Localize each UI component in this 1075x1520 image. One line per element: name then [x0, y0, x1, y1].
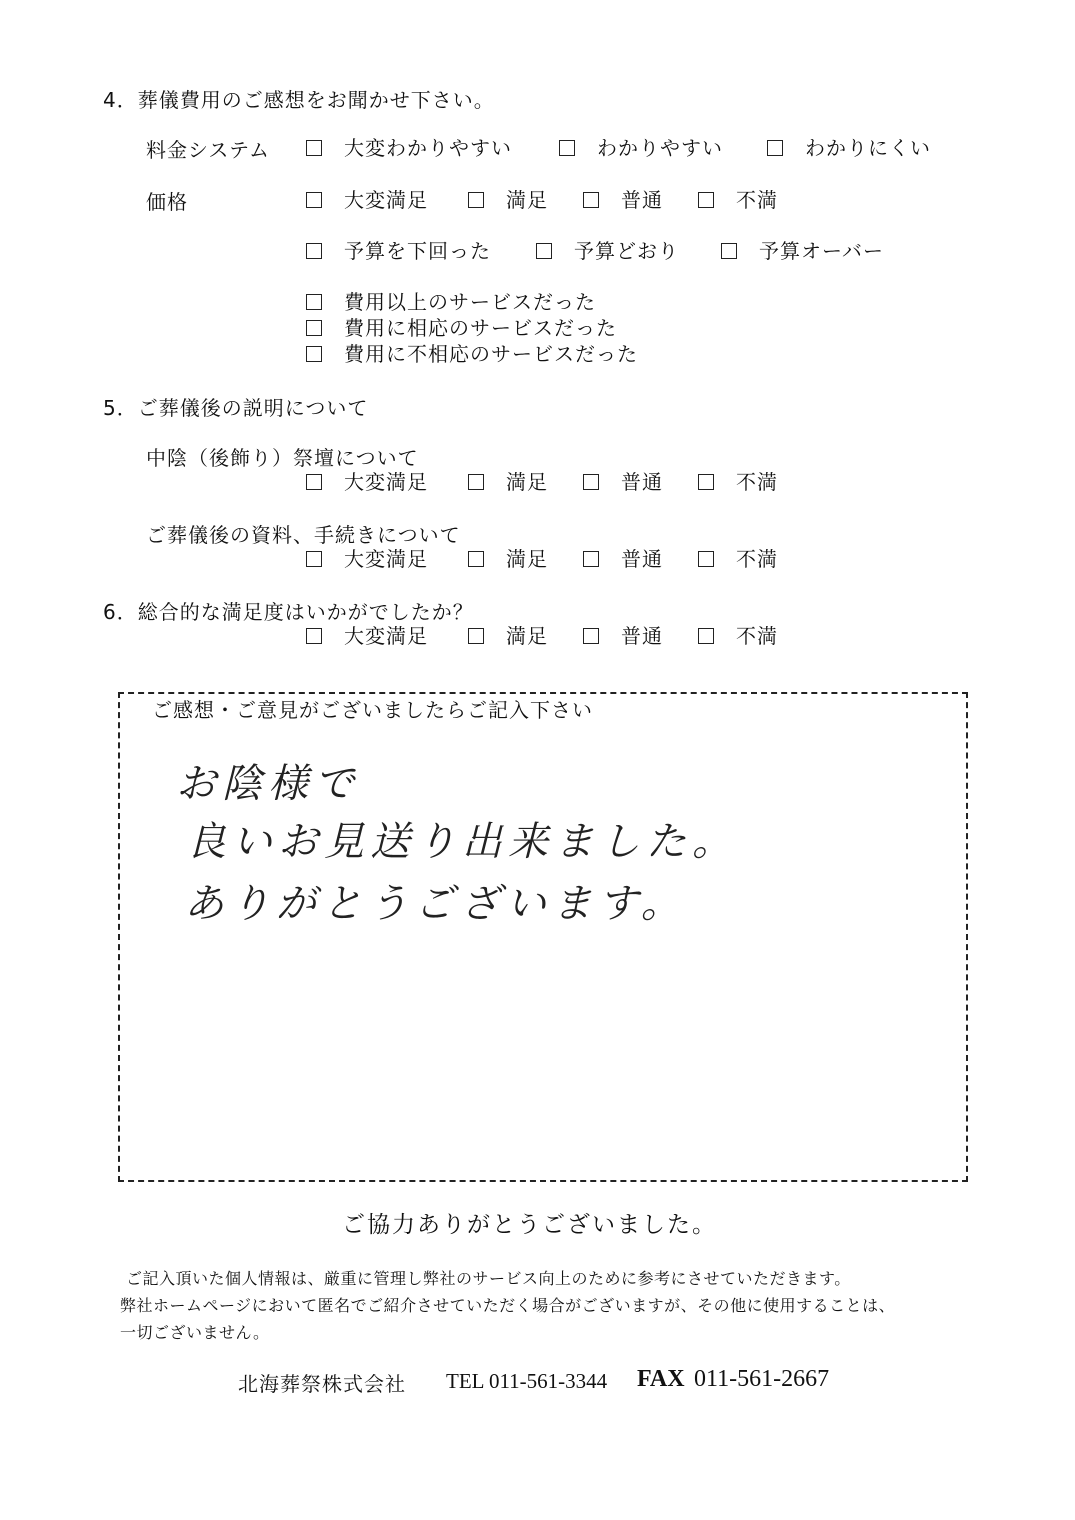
q6-title: 6．総合的な満足度はいかがでしたか？: [103, 600, 474, 624]
thanks-message: ご協力ありがとうございました。: [342, 1212, 717, 1238]
checkbox[interactable]: [468, 551, 484, 567]
q5-title: 5．ご葬儀後の説明について: [103, 396, 369, 420]
budget-option-on[interactable]: 予算どおり: [536, 235, 679, 264]
altar-option-dissatisfied[interactable]: 不満: [698, 466, 778, 495]
value-option-matching[interactable]: 費用に相応のサービスだった: [306, 312, 638, 338]
tel-number: TEL 011-561-3344: [446, 1369, 608, 1393]
budget-option-under[interactable]: 予算を下回った: [306, 235, 491, 264]
privacy-line-1: ご記入頂いた個人情報は、厳重に管理し弊社のサービス向上のために参考にさせていただきます。: [126, 1269, 851, 1288]
value-option-not-matching[interactable]: 費用に不相応のサービスだった: [306, 338, 638, 364]
price-option-dissatisfied[interactable]: 不満: [698, 184, 778, 213]
pricing-option-unclear[interactable]: わかりにくい: [767, 132, 931, 161]
value-option-above[interactable]: 費用以上のサービスだった: [306, 286, 638, 312]
overall-option-dissatisfied[interactable]: 不満: [698, 620, 778, 649]
checkbox[interactable]: [306, 628, 322, 644]
altar-option-satisfied[interactable]: 満足: [468, 466, 548, 495]
checkbox[interactable]: [767, 140, 783, 156]
documents-label: ご葬儀後の資料、手続きについて: [146, 523, 461, 547]
pricing-system-label: 料金システム: [146, 138, 270, 162]
checkbox[interactable]: [306, 294, 322, 310]
altar-option-very-satisfied[interactable]: 大変満足: [306, 466, 428, 495]
overall-option-very-satisfied[interactable]: 大変満足: [306, 620, 428, 649]
checkbox[interactable]: [306, 243, 322, 259]
checkbox[interactable]: [698, 474, 714, 490]
handwritten-line-1: お陰様で: [176, 761, 360, 807]
checkbox[interactable]: [468, 628, 484, 644]
checkbox[interactable]: [536, 243, 552, 259]
checkbox[interactable]: [698, 192, 714, 208]
overall-option-normal[interactable]: 普通: [583, 620, 663, 649]
price-label: 価格: [146, 190, 188, 214]
budget-option-over[interactable]: 予算オーバー: [721, 235, 884, 264]
company-name: 北海葬祭株式会社: [238, 1372, 406, 1396]
altar-option-normal[interactable]: 普通: [583, 466, 663, 495]
price-option-very-satisfied[interactable]: 大変満足: [306, 184, 428, 213]
checkbox[interactable]: [306, 474, 322, 490]
checkbox[interactable]: [721, 243, 737, 259]
privacy-line-3: 一切ございません。: [120, 1323, 270, 1342]
price-option-satisfied[interactable]: 満足: [468, 184, 548, 213]
pricing-option-very-clear[interactable]: 大変わかりやすい: [306, 132, 512, 161]
documents-option-satisfied[interactable]: 満足: [468, 543, 548, 572]
checkbox[interactable]: [306, 140, 322, 156]
checkbox[interactable]: [583, 628, 599, 644]
value-options: [306, 286, 638, 364]
fax-label: FAX: [637, 1366, 685, 1392]
handwritten-line-3: ありがとうございます。: [184, 881, 687, 927]
documents-option-dissatisfied[interactable]: 不満: [698, 543, 778, 572]
checkbox[interactable]: [306, 551, 322, 567]
q4-title: 4．葬儀費用のご感想をお聞かせ下さい。: [103, 88, 495, 112]
handwritten-line-2: 良いお見送り出来ました。: [186, 819, 738, 865]
privacy-line-2: 弊社ホームページにおいて匿名でご紹介させていただく場合がございますが、その他に使用することは、: [120, 1296, 896, 1315]
checkbox[interactable]: [306, 346, 322, 362]
checkbox[interactable]: [468, 192, 484, 208]
comment-box-title: ご感想・ご意見がございましたらご記入下さい: [148, 694, 597, 723]
checkbox[interactable]: [583, 551, 599, 567]
checkbox[interactable]: [583, 192, 599, 208]
checkbox[interactable]: [306, 320, 322, 336]
checkbox[interactable]: [468, 474, 484, 490]
pricing-option-clear[interactable]: わかりやすい: [559, 132, 723, 161]
checkbox[interactable]: [559, 140, 575, 156]
overall-option-satisfied[interactable]: 満足: [468, 620, 548, 649]
checkbox[interactable]: [698, 628, 714, 644]
checkbox[interactable]: [698, 551, 714, 567]
altar-label: 中陰（後飾り）祭壇について: [146, 446, 419, 470]
documents-option-normal[interactable]: 普通: [583, 543, 663, 572]
checkbox[interactable]: [583, 474, 599, 490]
checkbox[interactable]: [306, 192, 322, 208]
fax-number: 011-561-2667: [694, 1366, 830, 1392]
price-option-normal[interactable]: 普通: [583, 184, 663, 213]
documents-option-very-satisfied[interactable]: 大変満足: [306, 543, 428, 572]
